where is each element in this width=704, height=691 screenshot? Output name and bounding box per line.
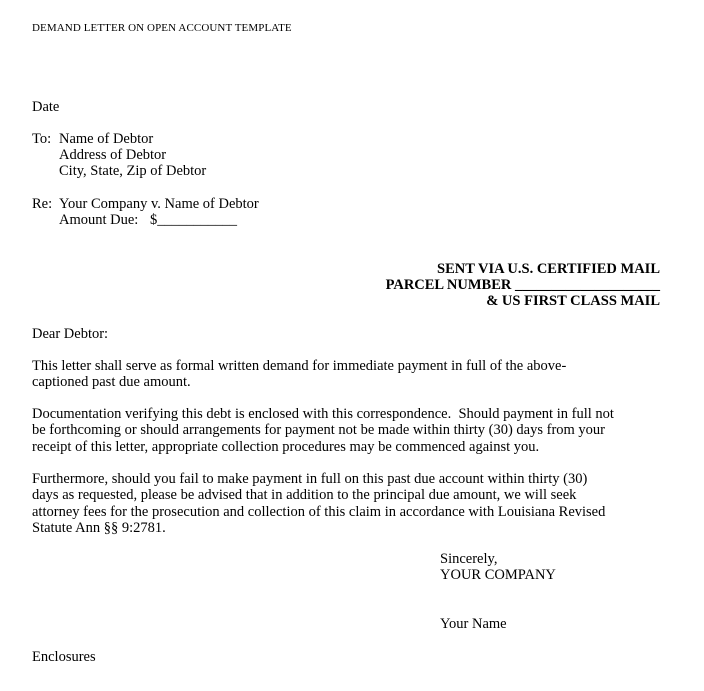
paragraph-line: captioned past due amount. xyxy=(32,374,191,391)
delivery-line-first-class: & US FIRST CLASS MAIL xyxy=(486,293,660,309)
salutation: Dear Debtor: xyxy=(32,326,109,342)
amount-due-value: $___________ xyxy=(150,212,237,228)
delivery-line-parcel xyxy=(386,277,660,293)
date-line: Date xyxy=(32,99,60,115)
paragraph-line: days as requested, please be advised that in addition to the principal due amount, we will seek xyxy=(32,487,577,504)
re-label: Re: xyxy=(32,196,53,212)
debtor-city-state-zip: City, State, Zip of Debtor xyxy=(59,163,207,179)
enclosures: Enclosures xyxy=(32,649,96,665)
paragraph-line: This letter shall serve as formal written demand for immediate payment in full of the above- xyxy=(32,358,567,374)
paragraph-line: Furthermore, should you fail to make payment in full on this past due account within thirty (30) xyxy=(32,471,588,487)
re-case-line: Your Company v. Name of Debtor xyxy=(59,196,259,212)
to-label: To: xyxy=(32,131,52,147)
company-name: YOUR COMPANY xyxy=(440,567,556,583)
closing: Sincerely, xyxy=(440,551,498,567)
paragraph-demand xyxy=(32,358,672,391)
signer-name: Your Name xyxy=(440,616,507,632)
document-title: DEMAND LETTER ON OPEN ACCOUNT TEMPLATE xyxy=(32,22,292,34)
paragraph-attorney-fees xyxy=(32,471,672,536)
paragraph-line: receipt of this letter, appropriate collection procedures may be commenced against you. xyxy=(32,438,540,455)
paragraph-line: Documentation verifying this debt is enclosed with this correspondence. Should payment in full not xyxy=(32,406,614,422)
parcel-number-label: PARCEL NUMBER xyxy=(385,277,512,293)
debtor-name: Name of Debtor xyxy=(59,131,154,147)
paragraph-line: attorney fees for the prosecution and collection of this claim in accordance with Louisiana Revised xyxy=(32,503,606,520)
paragraph-line: Statute Ann §§ 9:2781. xyxy=(32,519,166,536)
paragraph-line: be forthcoming or should arrangements for payment not be made within thirty (30) days from your xyxy=(32,422,606,439)
delivery-line-certified: SENT VIA U.S. CERTIFIED MAIL xyxy=(437,261,660,277)
paragraph-documentation xyxy=(32,406,672,455)
amount-due-label: Amount Due: xyxy=(59,212,139,228)
parcel-number-blank: ____________________ xyxy=(515,277,660,293)
debtor-address: Address of Debtor xyxy=(59,147,167,163)
